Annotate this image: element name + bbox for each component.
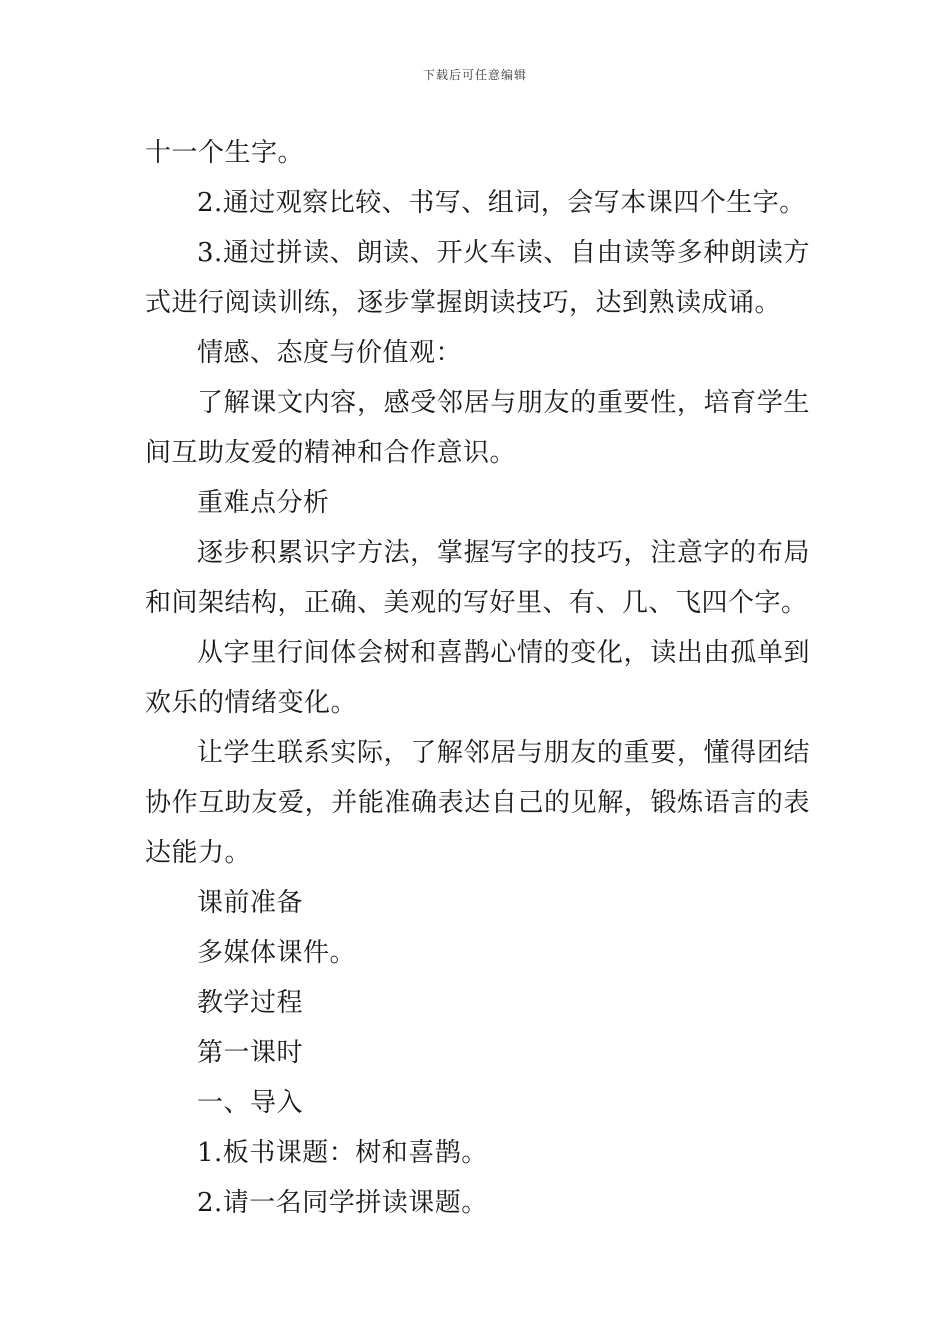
paragraph: 2.通过观察比较、书写、组词，会写本课四个生字。 — [197, 188, 806, 218]
page-header-note: 下载后可任意编辑 — [422, 68, 527, 82]
section-heading: 一、导入 — [197, 1088, 304, 1118]
paragraph: 多媒体课件。 — [197, 938, 357, 968]
paragraph: 十一个生字。 — [145, 138, 305, 168]
section-heading: 情感、态度与价值观： — [197, 338, 463, 368]
section-heading: 教学过程 — [197, 988, 304, 1018]
section-heading: 重难点分析 — [197, 488, 330, 518]
paragraph: 让学生联系实际，了解邻居与朋友的重要，懂得团结协作互助友爱，并能准确表达自己的见解，锻炼语言的表达能力。 — [145, 738, 810, 868]
paragraph: 逐步积累识字方法，掌握写字的技巧，注意字的布局和间架结构，正确、美观的写好里、有、几、飞四个字。 — [145, 538, 810, 618]
paragraph: 了解课文内容，感受邻居与朋友的重要性，培育学生间互助友爱的精神和合作意识。 — [145, 388, 810, 468]
paragraph: 3.通过拼读、朗读、开火车读、自由读等多种朗读方式进行阅读训练，逐步掌握朗读技巧，达到熟读成诵。 — [145, 238, 810, 318]
paragraph: 1.板书课题：树和喜鹊。 — [197, 1138, 488, 1168]
section-heading: 第一课时 — [197, 1038, 304, 1068]
section-heading: 课前准备 — [197, 888, 304, 918]
paragraph: 从字里行间体会树和喜鹊心情的变化，读出由孤单到欢乐的情绪变化。 — [145, 638, 810, 718]
paragraph: 2.请一名同学拼读课题。 — [197, 1188, 488, 1218]
document-body — [145, 128, 810, 1228]
